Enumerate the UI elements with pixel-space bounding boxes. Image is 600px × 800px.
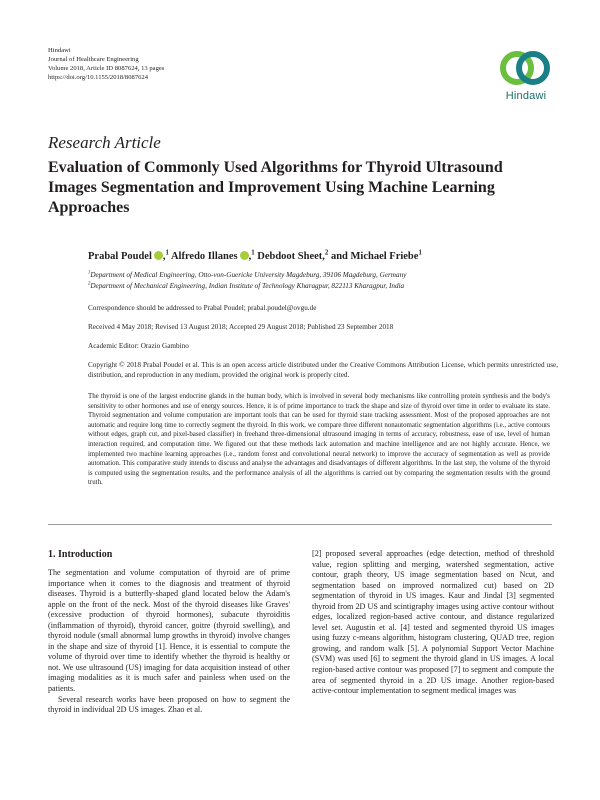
affiliation-text: Department of Mechanical Engineering, Indian Institute of Technology Kharagpur, 822113 Kharagpur, India — [90, 282, 405, 290]
intro-continuation: [2] proposed several approaches (edge detection, method of threshold value, region splitting and merging, watershed segmentation, active contour, graph theory, US image segmentation based on Ncut, and segmentation based on improved normalized cut) based on 2D segmentation of thyroid in US images. Kaur and Jindal [3] segmented thyroid from 2D US and scintigraphy images using active contour without edges, localized region-based active contour, and distance regularized level set. Augustin et al. [4] tested and segmented thyroid US images using fuzzy c-means algorithm, histogram clustering, QUAD tree, region growing, and random walk [5]. A polynomial Support Vector Machine (SVM) was used [6] to segment the thyroid gland in US images. A local region-based active contour was proposed [7] to segment and compute the area of segmented thyroid in a 2D US image. Another region-based active-contour implementation to segment medical images was — [312, 549, 554, 696]
affiliation — [88, 281, 558, 291]
correspondence: Correspondence should be addressed to Prabal Poudel; prabal.poudel@ovgu.de — [88, 304, 317, 312]
journal-info — [48, 46, 164, 82]
author-name[interactable]: Prabal Poudel — [88, 251, 152, 262]
article-title: Evaluation of Commonly Used Algorithms for Thyroid Ultrasound Images Segmentation and Improvement Using Machine Learning Approaches — [48, 159, 503, 216]
author-affiliation-sup: 1 — [251, 249, 255, 257]
orcid-icon[interactable] — [154, 251, 163, 260]
volume-info: Volume 2018, Article ID 8087624, 13 pages — [48, 65, 165, 72]
doi-link[interactable]: https://doi.org/10.1155/2018/8087624 — [48, 74, 149, 81]
abstract: The thyroid is one of the largest endocrine glands in the human body, which is involved in several body mechanisms like controlling protein synthesis and the body's sensitivity to other hormones and use of energy sources. Hence, it is of prime importance to track the shape and size of thyroid over time in order to evaluate its state. Thyroid segmentation and volume computation are important tools that can be used for thyroid state tracking assessment. Most of the proposed approaches are not automatic and require long time to correctly segment the thyroid. In this work, we compare three different nonautomatic segmentation algorithms (i.e., active contours without edges, graph cut, and pixel-based classifier) in freehand three-dimensional ultrasound imaging in terms of accuracy, robustness, ease of use, level of human interaction required, and computation time. We figured out that these methods lack automation and machine intelligence and are not highly accurate. Hence, we implemented two machine learning approaches (i.e., random forest and convolutional neural network) to improve the accuracy of segmentation as well as provide automation. This comparative study intends to discuss and analyse the advantages and disadvantages of different algorithms. In the last step, the volume of the thyroid is computed using the segmentation results, and the performance analysis of all the algorithms is carried out by comparing the segmentation results with the ground truth. — [88, 393, 550, 487]
right-column — [312, 549, 554, 697]
intro-paragraph-2: Several research works have been proposed on how to segment the thyroid in individual 2D US images. Zhao et al. — [48, 694, 290, 715]
article-type: Research Article — [48, 133, 161, 152]
author-list: Prabal Poudel ,$^1$ Alfredo Illanes ,$^1$ Debdoot Sheet,$^2$ and Michael Friebe$^1$ — [88, 249, 422, 262]
hindawi-logo-text: Hindawi — [505, 90, 547, 102]
orcid-icon[interactable] — [240, 251, 249, 260]
author-affiliation-sup: 2 — [324, 249, 329, 257]
journal-name: Journal of Healthcare Engineering — [48, 56, 139, 63]
article-dates: Received 4 May 2018; Revised 13 August 2018; Accepted 29 August 2018; Published 23 September 2018 — [88, 323, 394, 331]
section-divider — [48, 524, 552, 525]
author-affiliation-sup: 1 — [418, 249, 422, 257]
affiliation-text: Department of Medical Engineering, Otto-von-Guericke University Magdeburg, 39106 Magdeburg, Germany — [90, 271, 407, 279]
affiliation — [88, 270, 558, 280]
affiliation-sup: 2 — [88, 281, 91, 287]
publisher-name: Hindawi — [48, 47, 71, 54]
copyright-notice: Copyright © 2018 Prabal Poudel et al. This is an open access article distributed under the Creative Commons Attribution License, which permits unrestricted use, distribution, and reproduction in any medium, provided the original work is properly cited. — [88, 361, 558, 379]
affiliation-sup: 1 — [88, 270, 91, 276]
author-name[interactable]: Debdoot Sheet — [257, 251, 323, 262]
section-heading: 1. Introduction — [48, 549, 113, 560]
author-name[interactable]: Alfredo Illanes — [170, 251, 238, 262]
author-affiliation-sup: 1 — [165, 249, 169, 257]
author-name[interactable]: Michael Friebe — [350, 251, 419, 262]
academic-editor: Academic Editor: Orazio Gambino — [88, 342, 189, 350]
intro-paragraph-1: The segmentation and volume computation of thyroid are of prime importance when it comes to the diagnosis and treatment of thyroid diseases. Thyroid is a butterfly-shaped gland located below the Adam's apple on the front of the neck. Most of the thyroid diseases like Graves' (excessive production of thyroid hormones), subacute thyroiditis (inflammation of thyroid), thyroid cancer, goitre (thyroid swelling), and thyroid nodule (small abnormal lump growths in thyroid) involve changes in the shape and size of thyroid [1]. Hence, it is essential to compute the volume of thyroid over time to identify whether the thyroid is healthy or not. We use ultrasound (US) imaging for data acquisition instead of other imaging modalities as it is much safer and painless when used on the patients. — [48, 568, 290, 694]
left-column — [48, 549, 290, 716]
